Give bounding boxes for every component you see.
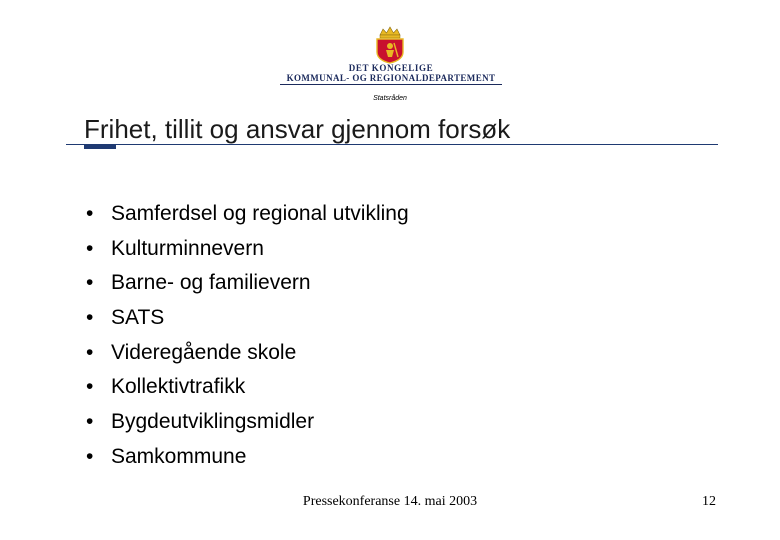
bullet-marker: •	[86, 375, 94, 399]
bullet-marker: •	[86, 236, 94, 260]
bullet-item	[86, 338, 409, 373]
title-underline	[66, 144, 718, 145]
footer-text: Pressekonferanse 14. mai 2003	[302, 494, 478, 509]
bullet-item	[86, 442, 409, 477]
ministry-name-line2: KOMMUNAL- OG REGIONALDEPARTEMENT	[286, 73, 496, 83]
bullet-text: SATS	[111, 306, 165, 330]
title-accent-bar	[84, 144, 116, 149]
minister-subtitle: Statsråden	[373, 95, 407, 102]
bullet-text: Samkommune	[111, 444, 247, 468]
ministry-divider	[280, 84, 502, 85]
page-number: 12	[702, 494, 716, 509]
bullet-item	[86, 234, 409, 269]
bullet-text: Kollektivtrafikk	[111, 375, 246, 399]
ministry-name-line1: DET KONGELIGE	[348, 63, 434, 73]
bullet-text: Barne- og familievern	[111, 271, 311, 295]
coat-of-arms-logo	[372, 26, 408, 64]
bullet-marker: •	[86, 340, 94, 364]
bullet-text: Kulturminnevern	[111, 236, 264, 260]
bullet-marker: •	[86, 202, 94, 225]
bullet-item	[86, 268, 409, 303]
bullet-item	[86, 372, 409, 407]
bullet-marker: •	[86, 271, 94, 295]
bullet-text: Bygdeutviklingsmidler	[111, 410, 315, 434]
bullet-text: Samferdsel og regional utvikling	[111, 202, 409, 225]
bullet-item	[86, 199, 409, 234]
bullet-marker: •	[86, 306, 94, 330]
bullet-text: Videregående skole	[111, 340, 297, 364]
slide-title: Frihet, tillit og ansvar gjennom forsøk	[84, 114, 511, 144]
bullet-item	[86, 303, 409, 338]
bullet-list	[86, 199, 409, 477]
bullet-marker: •	[86, 444, 94, 468]
bullet-marker: •	[86, 410, 94, 434]
bullet-item	[86, 407, 409, 442]
